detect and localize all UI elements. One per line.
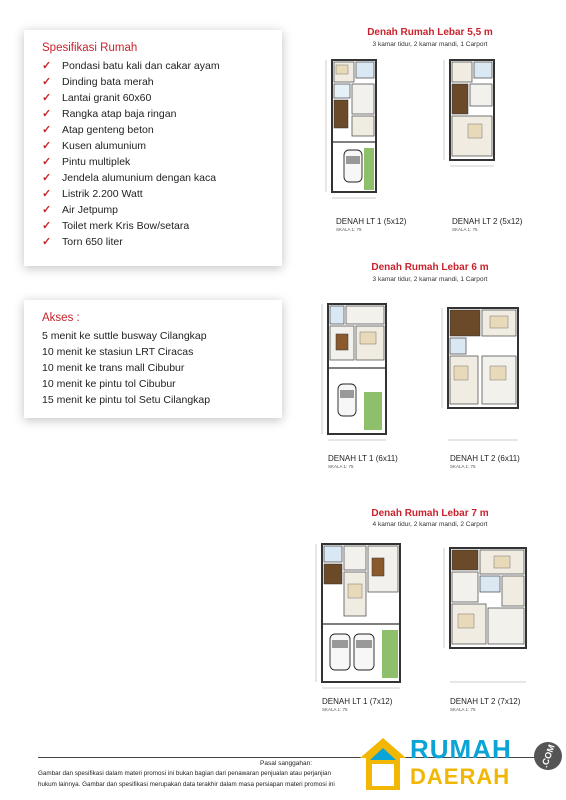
rumahdaerah-logo <box>358 728 566 800</box>
spesifikasi-list <box>24 58 282 250</box>
footer-disclaimer-line1: Gambar dan spesifikasi dalam materi promosi ini bukan bagian dari penawaran penjualan atau perjanjian <box>38 770 331 777</box>
akses-card <box>24 300 282 418</box>
floor-plan-lt2-6x11 <box>438 300 528 450</box>
floor-plan-lt2-7x12 <box>440 540 536 690</box>
footer-disclaimer-line2: hukum lainnya. Gambar dan spesifikasi merupakan data terakhir dalam masa persiapan materi promosi ini <box>38 781 335 788</box>
floor-plan-lt1-7x12 <box>312 536 412 696</box>
floor-plan-lt1-5x12 <box>322 52 386 202</box>
list-item: ✓ Listrik 2.200 Watt <box>42 188 143 200</box>
list-item: 10 menit ke trans mall Cibubur <box>42 362 185 374</box>
logo-text-rumah: RUMAH <box>410 734 512 764</box>
plan-label-1a: DENAH LT 1 (5x12) <box>336 217 407 226</box>
plan-scale-3b: SKALA 1: 75 <box>450 707 476 712</box>
list-item: ✓ Jendela alumunium dengan kaca <box>42 172 217 184</box>
spesifikasi-card <box>24 30 282 266</box>
check-icon: ✓ <box>42 204 52 216</box>
denah-subtitle-1: 3 kamar tidur, 2 kamar mandi, 1 Carport <box>372 41 488 48</box>
check-icon: ✓ <box>42 156 52 168</box>
list-item: 5 menit ke suttle busway Cilangkap <box>42 330 207 342</box>
list-item: 15 menit ke pintu tol Setu Cilangkap <box>42 394 211 406</box>
list-item: ✓ Rangka atap baja ringan <box>42 108 177 120</box>
list-item: ✓ Torn 650 liter <box>42 236 123 248</box>
akses-title: Akses : <box>42 312 80 324</box>
plan-scale-2b: SKALA 1: 75 <box>450 464 476 469</box>
check-icon: ✓ <box>42 172 52 184</box>
denah-title-3: Denah Rumah Lebar 7 m <box>371 508 489 519</box>
check-icon: ✓ <box>42 60 52 72</box>
list-item: 10 menit ke pintu tol Cibubur <box>42 378 176 390</box>
plan-label-3a: DENAH LT 1 (7x12) <box>322 697 393 706</box>
floor-plan-lt1-6x11 <box>318 292 400 446</box>
list-item: ✓ Atap genteng beton <box>42 124 154 136</box>
plan-scale-1a: SKALA 1: 75 <box>336 227 362 232</box>
list-item: ✓ Pondasi batu kali dan cakar ayam <box>42 60 220 72</box>
denah-subtitle-3: 4 kamar tidur, 2 kamar mandi, 2 Carport <box>372 521 488 528</box>
denah-title-1: Denah Rumah Lebar 5,5 m <box>367 27 493 38</box>
house-logo-icon <box>358 736 408 794</box>
plan-label-2a: DENAH LT 1 (6x11) <box>328 454 398 463</box>
plan-scale-3a: SKALA 1: 75 <box>322 707 348 712</box>
akses-list <box>24 328 282 408</box>
check-icon: ✓ <box>42 188 52 200</box>
list-item: ✓ Lantai granit 60x60 <box>42 92 152 104</box>
check-icon: ✓ <box>42 108 52 120</box>
list-item: ✓ Air Jetpump <box>42 204 119 216</box>
logo-text-daerah: DAERAH <box>410 764 511 789</box>
list-item: ✓ Kusen alumunium <box>42 140 147 152</box>
plan-scale-2a: SKALA 1: 75 <box>328 464 354 469</box>
plan-label-1b: DENAH LT 2 (5x12) <box>452 217 523 226</box>
spesifikasi-title: Spesifikasi Rumah <box>42 42 138 54</box>
list-item: ✓ Pintu multiplek <box>42 156 131 168</box>
plan-scale-1b: SKALA 1: 75 <box>452 227 478 232</box>
check-icon: ✓ <box>42 140 52 152</box>
check-icon: ✓ <box>42 220 52 232</box>
logo-text-com: .COM <box>530 738 566 774</box>
plan-label-3b: DENAH LT 2 (7x12) <box>450 697 521 706</box>
plan-label-2b: DENAH LT 2 (6x11) <box>450 454 520 463</box>
check-icon: ✓ <box>42 236 52 248</box>
check-icon: ✓ <box>42 76 52 88</box>
list-item: 10 menit ke stasiun LRT Ciracas <box>42 346 194 358</box>
list-item: ✓ Dinding bata merah <box>42 76 154 88</box>
check-icon: ✓ <box>42 124 52 136</box>
footer-title: Pasal sanggahan: <box>260 760 313 767</box>
denah-title-2: Denah Rumah Lebar 6 m <box>371 262 489 273</box>
denah-subtitle-2: 3 kamar tidur, 2 kamar mandi, 1 Carport <box>372 276 488 283</box>
floor-plan-lt2-5x12 <box>440 52 504 202</box>
list-item: ✓ Toilet merk Kris Bow/setara <box>42 220 190 232</box>
check-icon: ✓ <box>42 92 52 104</box>
